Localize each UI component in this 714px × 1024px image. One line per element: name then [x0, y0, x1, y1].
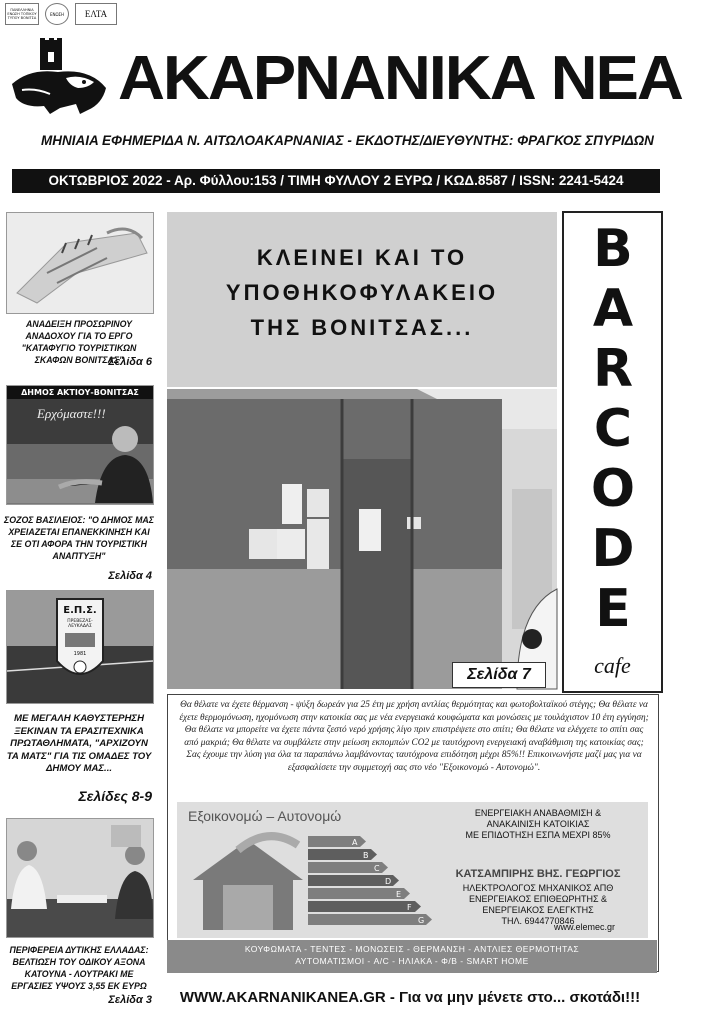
lead-headline-line-3: ΤΗΣ ΒΟΝΙΤΣΑΣ...: [250, 315, 474, 340]
energy-ad-service-line-2: ΑΝΑΚΑΙΝΙΣΗ ΚΑΤΟΙΚΙΑΣ: [486, 819, 590, 829]
energy-ad-service-line-1: ΕΝΕΡΓΕΙΑΚΗ ΑΝΑΒΑΘΜΙΣΗ &: [474, 808, 602, 818]
rating-bar-G: [308, 914, 432, 925]
story1-page: Σελίδα 6: [108, 356, 152, 368]
story2-photo[interactable]: [6, 385, 154, 505]
meeting-photo-icon: [7, 819, 153, 937]
energy-ad-brand: Εξοικονομώ – Αυτονομώ: [188, 808, 342, 824]
barcode-letter-7: E: [595, 579, 630, 639]
barcode-letter-1: B: [593, 219, 632, 279]
story2-banner: ΔΗΜΟΣ ΑΚΤΙΟΥ-ΒΟΝΙΤΣΑΣ: [7, 386, 153, 399]
story4-page: Σελίδα 3: [108, 994, 152, 1006]
energy-ad-contact-name: ΚΑΤΣΑΜΠΙΡΗΣ ΒΗΣ. ΓΕΩΡΓΙΟΣ: [455, 868, 621, 880]
energy-rating-house-icon: [188, 830, 425, 935]
rating-label-G: G: [418, 916, 425, 925]
story3-caption: ΜΕ ΜΕΓΑΛΗ ΚΑΘΥΣΤΕΡΗΣΗ ΞΕΚΙΝΑΝ ΤΑ ΕΡΑΣΙΤΕΧΝΙΚΑ ΠΡΩΤΑΘΛΗΜΑΤΑ, "ΑΡΧΙΖΟΥΝ ΤΑ ΜΑΤΣ" ΓΙΑ ΤΙΣ ΟΜΑΔΕΣ ΤΟΥ ΔΗΜΟΥ ΜΑΣ...: [6, 713, 152, 775]
press-union-logo: ΠΑΝΕΛΛΗΝΙΑ ΕΝΩΣΗ ΤΟΠΙΚΟΥ ΤΥΠΟΥ ΒΟΝΙΤΣΑ: [5, 3, 39, 25]
top-logos: [5, 3, 117, 25]
energy-ad-contact: [418, 883, 658, 927]
issue-info-bar: ΟΚΤΩΒΡΙΟΣ 2022 - Αρ. Φύλλου:153 / ΤΙΜΗ ΦΥΛΛΟΥ 2 ΕΥΡΩ / ΚΩΔ.8587 / ISSN: 2241-5424: [12, 169, 660, 193]
story2-caption: ΣΟΖΟΣ ΒΑΣΙΛΕΙΟΣ: "Ο ΔΗΜΟΣ ΜΑΣ ΧΡΕΙΑΖΕΤΑΙ ΕΠΑΝΕΚΚΙΝΗΣΗ ΚΑΙ ΣΕ ΟΤΙ ΑΦΟΡΑ ΤΗΝ ΤΟΥΡΙΣΤΙΚΗ ΑΝΑΠΤΥΞΗ": [4, 515, 154, 561]
barcode-tagline: cafe: [594, 653, 631, 678]
energy-ad-contact-line-1: ΗΛΕΚΤΡΟΛΟΓΟΣ ΜΗΧΑΝΙΚΟΣ ΑΠΘ: [462, 883, 614, 893]
barcode-letter-2: A: [592, 279, 633, 339]
footer-website-slogan[interactable]: WWW.AKARNANIKANEA.GR - Για να μην μένετε στο... σκοτάδι!!!: [179, 989, 641, 1006]
barcode-letters: [564, 219, 661, 639]
barcode-letter-6: D: [591, 519, 634, 579]
barcode-letter-3: R: [592, 339, 633, 399]
lead-photo[interactable]: [167, 389, 557, 689]
barcode-cafe-ad[interactable]: [562, 211, 663, 693]
lead-headline[interactable]: [167, 240, 557, 345]
rating-bar-E: [308, 888, 410, 899]
story4-photo[interactable]: [6, 818, 154, 938]
rating-label-D: D: [385, 877, 392, 886]
lead-headline-line-1: ΚΛΕΙΝΕΙ ΚΑΙ ΤΟ: [256, 245, 468, 270]
energy-ad-contact-line-3: ΕΝΕΡΓΕΙΑΚΟΣ ΕΛΕΓΚΤΗΣ: [482, 905, 594, 915]
tower-lion-emblem-icon: [10, 38, 108, 118]
story2-banner-sub: Ερχόμαστε!!!: [37, 406, 106, 421]
story3-badge-text: Ε.Π.Σ.: [63, 605, 97, 616]
rating-label-B: B: [363, 851, 369, 860]
closed-storefront-icon: [167, 389, 557, 689]
energy-ad-website[interactable]: www.elemec.gr: [554, 922, 616, 932]
rating-bar-F: [308, 901, 421, 912]
story3-page: Σελίδες 8-9: [78, 788, 152, 804]
harbor-plan-icon: [7, 213, 153, 313]
energy-ad-intro: Θα θέλατε να έχετε θέρμανση - ψύξη δωρεάν για 25 έτη με χρήση αντλίας θερμότητας και φωτοβολταϊκού στέγης; Θα θέλατε να έχετε θερμομόνωση, ηχομόνωση στην κατοικία σας με νέα ενεργειακά κουφώματα και μονώσεις με τουλάχιστον 10 έτη εγγύηση; Θα θέλατε να μπορείτε να έχετε πάντα ζεστό νερό χρήσης λίγο πριν επιστρέψετε στο σπίτι; Θα θέλατε να ελέγχετε το σπίτι σας από μακριά; Θα θέλατε να συμβάλετε στην μείωση εκπομπών CO2 με ταυτόχρονη ενεργειακή αναβάθμιση της κατοικίας σας; Σας έχουμε την λύση για όλα τα παραπάνω λαμβάνοντας ταυτόχρονα επιδότηση μέχρι 85%!! Επικοινωνήστε μαζί μας για να εξασφαλίσετε την συμμετοχή σας στο νέο "Εξοικονομώ - Αυτονομώ".: [179, 700, 649, 773]
story3-photo[interactable]: [6, 590, 154, 704]
rating-label-F: F: [407, 903, 412, 912]
story3-badge-year: 1981: [73, 651, 87, 657]
rating-label-C: C: [374, 864, 380, 873]
energy-ad-strip: [167, 940, 657, 973]
energy-ad-contact-phone: ΤΗΛ. 6944770846: [501, 916, 575, 926]
energy-ad-contact-line-2: ΕΝΕΡΓΕΙΑΚΟΣ ΕΠΙΘΕΩΡΗΤΗΣ &: [468, 894, 608, 904]
story1-photo[interactable]: [6, 212, 154, 314]
story3-badge-sub: ΠΡΕΒΕΖΑΣ-ΛΕΥΚΑΔΑΣ: [67, 619, 93, 629]
lead-page-tag: Σελίδα 7: [452, 662, 546, 688]
lead-headline-line-2: ΥΠΟΘΗΚΟΦΥΛΑΚΕΙΟ: [225, 280, 499, 305]
story2-page: Σελίδα 4: [108, 570, 152, 582]
barcode-letter-5: O: [590, 459, 635, 519]
energy-ad-strip-line-1: ΚΟΥΦΩΜΑΤΑ - ΤΕΝΤΕΣ - ΜΟΝΩΣΕΙΣ - ΘΕΡΜΑΝΣΗ - ΑΝΤΛΙΕΣ ΘΕΡΜΟΤΗΤΑΣ: [244, 944, 580, 954]
union-seal-logo: ΕΝΩΣΗ: [45, 3, 69, 25]
story1-caption: ΑΝΑΔΕΙΞΗ ΠΡΟΣΩΡΙΝΟΥ ΑΝΑΔΟΧΟΥ ΓΙΑ ΤΟ ΕΡΓΟ "ΚΑΤΑΦΥΓΙΟ ΤΟΥΡΙΣΤΙΚΩΝ ΣΚΑΦΩΝ ΒΟΝΙΤΣΑΣ": [21, 319, 137, 365]
rating-label-A: A: [352, 838, 358, 847]
energy-ad-services: [418, 808, 658, 841]
elta-logo: ΕΛΤΑ: [75, 3, 117, 25]
rating-label-E: E: [396, 890, 402, 899]
story4-caption: ΠΕΡΙΦΕΡΕΙΑ ΔΥΤΙΚΗΣ ΕΛΛΑΔΑΣ: ΒΕΛΤΙΩΣΗ ΤΟΥ ΟΔΙΚΟΥ ΑΞΟΝΑ ΚΑΤΟΥΝΑ - ΛΟΥΤΡΑΚΙ ΜΕ ΕΡΓΑΣΙΕΣ ΥΨΟΥΣ 3,55 ΕΚ ΕΥΡΩ: [9, 945, 149, 991]
masthead-subtitle: ΜΗΝΙΑΙΑ ΕΦΗΜΕΡΙΔΑ Ν. ΑΙΤΩΛΟΑΚΑΡΝΑΝΙΑΣ - ΕΚΔΟΤΗΣ/ΔΙΕΥΘΥΝΤΗΣ: ΦΡΑΓΚΟΣ ΣΠΥΡΙΔΩΝ: [41, 133, 654, 148]
energy-ad-strip-line-2: ΑΥΤΟΜΑΤΙΣΜΟΙ - A/C - ΗΛΙΑΚΑ - Φ/Β - SMART HOME: [295, 956, 529, 966]
energy-ad-service-line-3: ΜΕ ΕΠΙΔΟΤΗΣΗ ΕΣΠΑ ΜΕΧΡΙ 85%: [465, 830, 611, 840]
barcode-letter-4: C: [593, 399, 632, 459]
masthead-title: ΑΚΑΡΝΑΝΙΚΑ ΝΕΑ: [118, 44, 682, 113]
